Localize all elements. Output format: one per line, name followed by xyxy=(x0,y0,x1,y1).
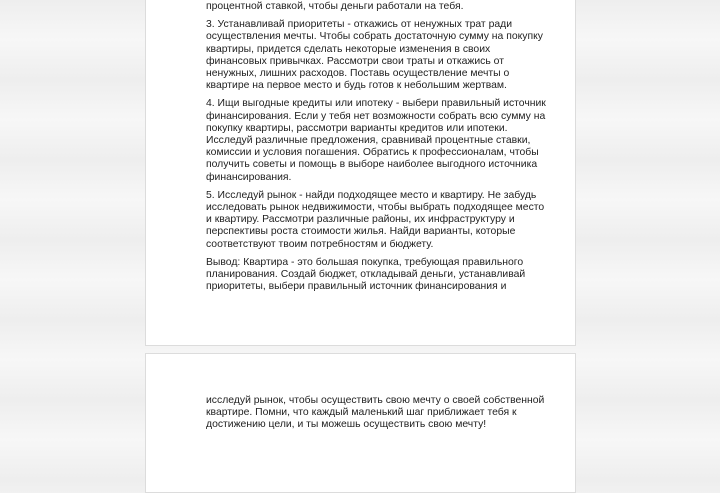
text-line: квартире на первое место и будь готов к небольшим жертвам. xyxy=(206,80,507,92)
text-line: ненужных, лишних расходов. Поставь осуществление мечты о xyxy=(206,68,510,80)
text-line: квартиры, придется сделать некоторые изменения в своих xyxy=(206,43,491,55)
text-line: осуществления мечты. Чтобы собрать достаточную сумму на покупку xyxy=(206,31,543,43)
document-page-2 xyxy=(145,353,576,493)
text-line: Исследуй различные предложения, сравнивай процентные ставки, xyxy=(206,135,531,147)
page-text xyxy=(206,395,566,438)
document-page-1 xyxy=(145,0,576,346)
paragraph xyxy=(206,395,566,432)
text-line: финансирования. Если у тебя нет возможности собрать всю сумму на xyxy=(206,110,546,122)
paragraph xyxy=(206,190,566,251)
text-line: перспективы роста стоимости жилья. Найди варианты, которые xyxy=(206,226,516,238)
paragraph xyxy=(206,98,566,183)
text-line: финансирования. xyxy=(206,171,292,183)
text-line: комиссии и условия погашения. Обратись к профессионалам, чтобы xyxy=(206,147,539,159)
text-line: 5. Исследуй рынок - найди подходящее место и квартиру. Не забудь xyxy=(206,189,537,201)
text-line: 4. Ищи выгодные кредиты или ипотеку - выбери правильный источник xyxy=(206,98,546,110)
text-line: процентной ставкой, чтобы деньги работали на тебя. xyxy=(206,1,464,12)
page-text xyxy=(206,1,566,299)
paragraph xyxy=(206,1,566,13)
text-line: квартире. Помни, что каждый маленький шаг приближает тебя к xyxy=(206,407,517,419)
text-line: планирования. Создай бюджет, откладывай деньги, устанавливай xyxy=(206,269,526,281)
text-line: финансовых привычках. Рассмотри свои траты и откажись от xyxy=(206,55,504,67)
paragraph xyxy=(206,19,566,92)
text-line: и квартиру. Рассмотри различные районы, их инфраструктуру и xyxy=(206,214,515,226)
text-line: достижению цели, и ты можешь осуществить свою мечту! xyxy=(206,419,487,431)
text-line: исследовать рынок недвижимости, чтобы выбрать подходящее место xyxy=(206,202,545,214)
text-line: покупку квартиры, рассмотри варианты кредитов или ипотеки. xyxy=(206,122,508,134)
text-line: получить советы и помощь в выборе наиболее выгодного источника xyxy=(206,159,538,171)
text-line: исследуй рынок, чтобы осуществить свою мечту о своей собственной xyxy=(206,395,545,406)
text-line: Вывод: Квартира - это большая покупка, требующая правильного xyxy=(206,256,524,268)
text-line: 3. Устанавливай приоритеты - откажись от ненужных трат ради xyxy=(206,19,512,31)
text-line: соответствуют твоим потребностям и бюджету. xyxy=(206,238,434,250)
text-line: приоритеты, выбери правильный источник финансирования и xyxy=(206,281,507,293)
paragraph xyxy=(206,257,566,294)
